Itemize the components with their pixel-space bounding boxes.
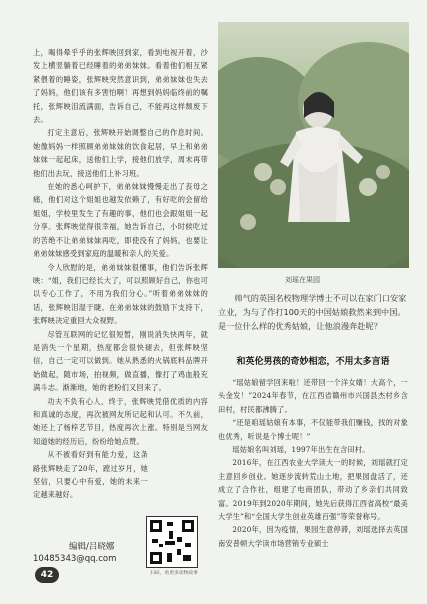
pull-quote: 帅气的英国名校物理学博士不可以在家门口安家立业，为与了作打100天的中国姑娘救然来到中国。是一位什么样的优秀姑娘，让他浪漫奔赴呢？ [218, 293, 407, 331]
paragraph: 令人欣慰的是，弟弟妹妹很懂事，他们告诉张辉映：“姐，我们已经长大了，可以照顾好自己，你也可以专心工作了，不用为我们分心。”听着弟弟妹妹的话，张辉映泪湿于睫。在弟弟妹妹的鼓励下支持下，张辉映决定重回大众视野。 [33, 262, 208, 326]
paragraph: 上，喝得晕乎乎的张辉映回到家，看到电视开着，沙发上横竖躺着已经睡着的弟弟妹妹。看着他们相互紧紧偎着的睡姿，张辉映突然意识到，弟弟妹妹也失去了妈妈，他们该有多害怕啊！再想到妈妈临终前的嘱托，张辉映泪流满面，告诉自己，不能再这样颓废下去。 [33, 48, 208, 125]
section-title: 和英伦男孩的奇妙相恋，不用太多言语 [236, 357, 390, 367]
qr-code[interactable] [146, 516, 198, 568]
paragraph: 在她的悉心呵护下，弟弟妹妹慢慢走出了丧母之痛，他们对这个姐姐也越发依赖了，有好吃的会留给姐姐，学校里发生了有趣的事，他们也会跟姐姐一起分享。张辉映觉得很幸福，她告诉自己，小时候吃过的苦绝不让弟弟妹妹再吃，即使没有了妈妈，也要让弟弟妹妹感受到家庭的温暖和亲人的关爱。 [33, 182, 208, 259]
paragraph: “瑶姑娘留学回来啦！还带回一个洋女婿！大高个，一头金发！”2024年春节，在江西省赣州市兴国县杰村乡含田村，村民都沸腾了。 [218, 378, 408, 414]
paragraph: 2020年，因为疫情，果园生意停滞，刘瑶选择去英国南安普顿大学读市场营销专业硕士 [218, 525, 408, 548]
paragraph: 瑶姑娘名叫刘瑶，1997年出生在含田村。 [232, 445, 370, 455]
paragraph: 从不被看好到有能力爱，这条路张辉映走了20年，蹚过岁月，她坚信，只要心中有爱，她的未来一定越来越好。 [33, 450, 148, 500]
editor-name: 编辑/吕晓娜 [69, 542, 115, 552]
paragraph: 打定主意后，张辉映开始调整自己的作息时间。她像妈妈一样照顾弟弟妹妹的饮食起居，早上和弟弟妹妹一起起床，送他们上学，接他们放学，周末再带他们出去玩，接送他们上补习班。 [33, 128, 208, 178]
left-text-column [33, 46, 208, 502]
paragraph: “还是咱瑶姑娘有本事，不仅能带我们赚钱，找的对象也优秀，听说是个博士呢！” [218, 418, 408, 441]
qr-caption: 扫码，看更多动物故事 [150, 571, 198, 576]
paragraph: 2016年，在江西农业大学读大一的时候，刘瑶就打定主意回乡创业。她逐步流转荒山土地，把果园盘活了，还成立了合作社，组建了电商团队，带动了乡亲们共同致富。2019年到2020年期间，她先后获得江西省高校“最美大学生”和“全国大学生创业英雄百强”等荣誉称号。 [218, 458, 408, 522]
photo-caption: 刘瑶在果园 [285, 276, 320, 284]
right-text-column [218, 376, 408, 550]
paragraph: 尽管互联网的记忆很短暂，刚说消失快两年，就是消失一个星期，热度都会很快褪去，但张辉映坚信，自己一定可以做到。她从熟悉的火锅底料品牌开始做起，随市场，拍视频，做直播，像打了鸡血般充满斗志。渐渐地，她的老粉们又回来了。 [33, 329, 208, 393]
paragraph: 功夫不负有心人，终于，张辉映凭借优质的内容和真诚的态度，再次被网友所记起和认可。不久前，她还上了杨梓艺节目，热度再次上涨。特别是当网友知道她的经历后，纷纷给她点赞。 [33, 396, 208, 446]
editor-email: 10485343@qq.com [33, 554, 117, 564]
orchard-photo [218, 22, 409, 268]
page-number: 42 [35, 567, 59, 583]
editor-credit [33, 541, 116, 565]
